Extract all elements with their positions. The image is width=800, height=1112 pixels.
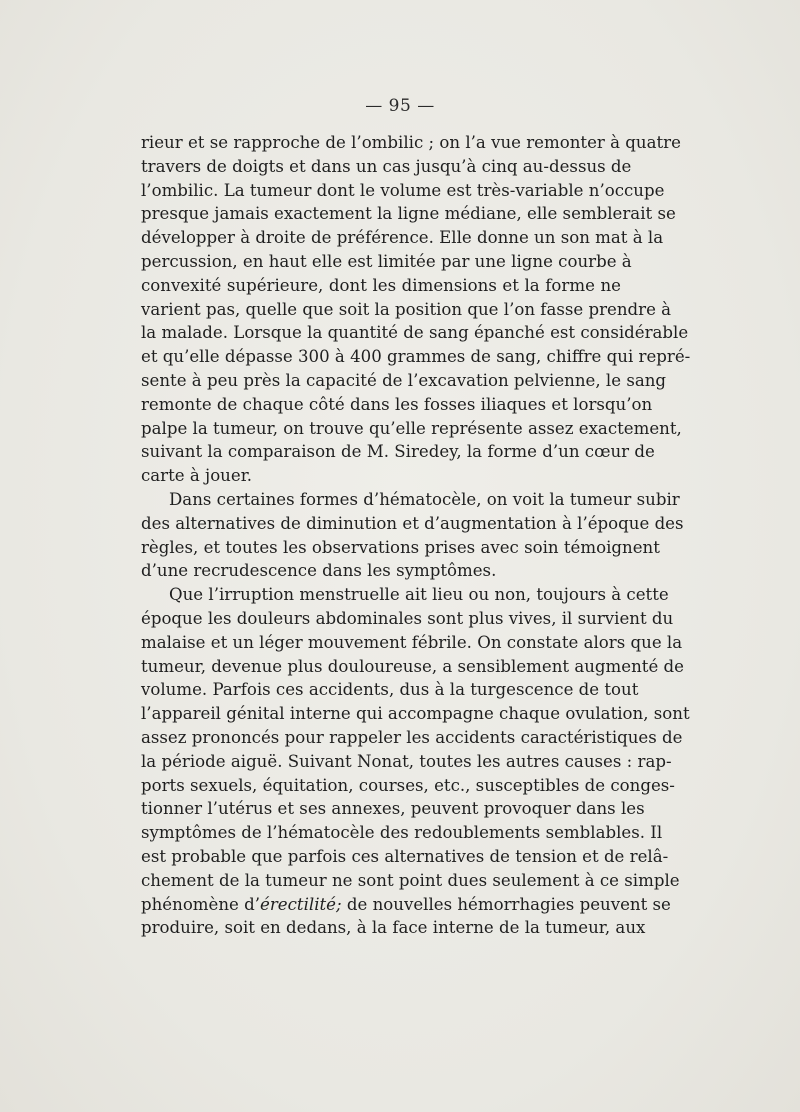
text-line: est probable que parfois ces alternatives de tension et de relâ- (141, 846, 669, 866)
text-line: d’une recrudescence dans les symptômes. (141, 561, 497, 581)
text-line: produire, soit en dedans, à la face interne de la tumeur, aux (141, 918, 646, 938)
text-line: et qu’elle dépasse 300 à 400 grammes de sang, chiffre qui repré- (141, 347, 691, 367)
text-line: rieur et se rapproche de l’ombilic ; on l’a vue remonter à quatre (141, 133, 681, 152)
text-fragment: phénomène d’ (141, 894, 261, 914)
text-line: des alternatives de diminution et d’augmentation à l’époque des (141, 513, 684, 533)
text-line: percussion, en haut elle est limitée par une ligne courbe à (141, 251, 632, 271)
text-line: symptômes de l’hématocèle des redoublements semblables. Il (141, 823, 663, 843)
text-line: palpe la tumeur, on trouve qu’elle représente assez exactement, (141, 418, 682, 438)
text-line: l’ombilic. La tumeur dont le volume est très-variable n’occupe (141, 180, 665, 200)
text-line: presque jamais exactement la ligne médiane, elle semblerait se (141, 204, 676, 224)
text-line: la période aiguë. Suivant Nonat, toutes les autres causes : rap- (141, 751, 672, 771)
text-line: chement de la tumeur ne sont point dues seulement à ce simple (141, 870, 680, 890)
text-line: remonte de chaque côté dans les fosses iliaques et lorsqu’on (141, 394, 653, 414)
text-line: époque les douleurs abdominales sont plus vives, il survient du (141, 608, 674, 628)
text-line: la malade. Lorsque la quantité de sang épanché est considérable (141, 323, 689, 343)
text-fragment: de nouvelles hémorrhagies peuvent se (341, 894, 671, 914)
text-line: malaise et un léger mouvement fébrile. On constate alors que la (141, 632, 683, 652)
text-line: carte à jouer. (141, 466, 253, 486)
text-line: développer à droite de préférence. Elle donne un son mat à la (141, 228, 664, 248)
text-line: travers de doigts et dans un cas jusqu’à cinq au-dessus de (141, 156, 632, 176)
text-line: varient pas, quelle que soit la position que l’on fasse prendre à (141, 299, 672, 319)
text-line: suivant la comparaison de M. Siredey, la forme d’un cœur de (141, 442, 655, 462)
text-line: tumeur, devenue plus douloureuse, a sensiblement augmenté de (141, 656, 684, 676)
text-line: règles, et toutes les observations prises avec soin témoignent (141, 537, 660, 557)
text-line: convexité supérieure, dont les dimensions et la forme ne (141, 275, 621, 295)
text-line: sente à peu près la capacité de l’excavation pelvienne, le sang (141, 370, 667, 390)
text-line: assez prononcés pour rappeler les accidents caractéristiques de (141, 727, 683, 747)
text-line: Dans certaines formes d’hématocèle, on voit la tumeur subir (169, 489, 680, 509)
text-line: tionner l’utérus et ses annexes, peuvent provoquer dans les (141, 799, 645, 819)
text-line: ports sexuels, équitation, courses, etc., susceptibles de conges- (141, 775, 675, 795)
text-line: l’appareil génital interne qui accompagne chaque ovulation, sont (141, 704, 690, 724)
body-text (141, 131, 691, 940)
text-line (141, 893, 671, 917)
page-number: — 95 — (365, 96, 435, 116)
italic-term: érectilité; (260, 894, 342, 914)
text-line: Que l’irruption menstruelle ait lieu ou non, toujours à cette (169, 585, 669, 605)
text-line: volume. Parfois ces accidents, dus à la turgescence de tout (141, 680, 639, 700)
